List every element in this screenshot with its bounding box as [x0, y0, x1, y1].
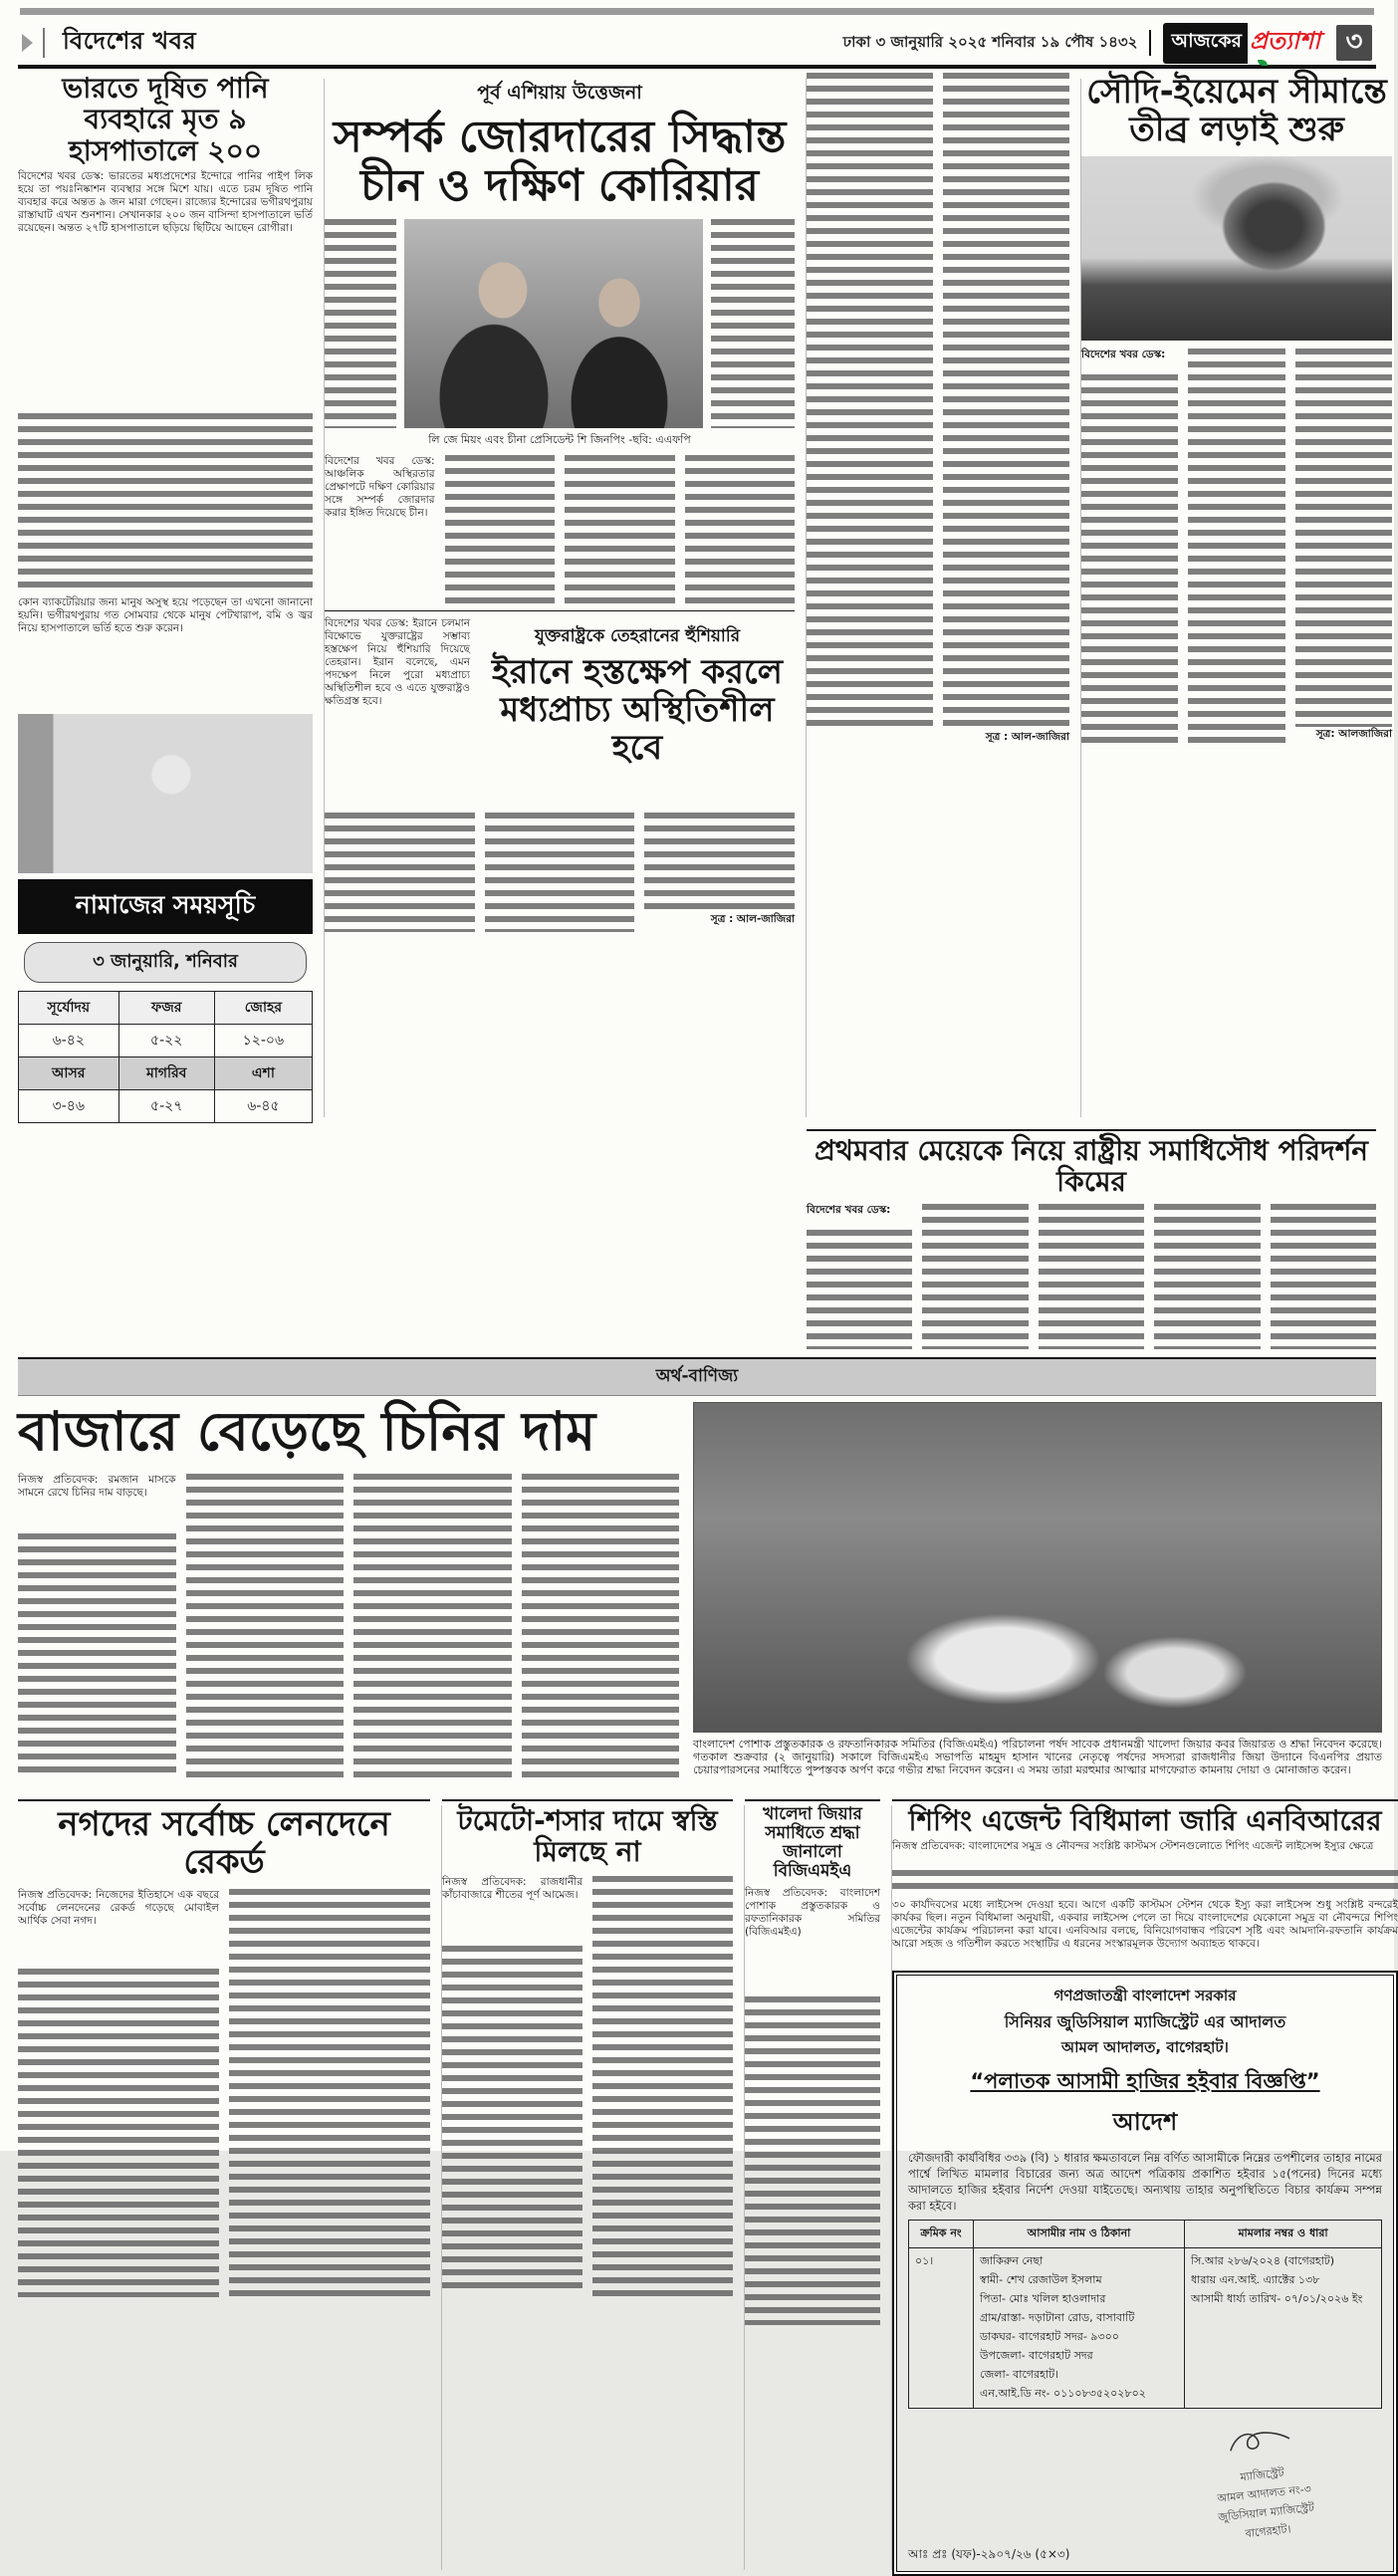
- section-divider: অর্থ-বাণিজ্য: [18, 1357, 1376, 1396]
- india-lead: বিদেশের খবর ডেস্ক: ভারতের মধ্যপ্রদেশের ইন্দোরে পানির পাইপ লিক হয়ে তা পয়ঃনিষ্কাশন ব্যবস্থার সঙ্গে মিশে যায়। এতে চরম দূষিত পানি ব্যবহার করে অন্তত ৯ জন মারা গেছেন। রাজ্যের ইন্দোরের ভগীরথপুরায় রাস্তাঘাট এখন শুনশান। সেখানকার ২০০ জন বাসিন্দা হাসপাতালে ভর্তি রয়েছেন। অন্তত ২৭টি হাসপাতালে ছড়িয়ে ছিটিয়ে আছেন রোগীরা।: [18, 170, 313, 235]
- saudi-headline: সৌদি-ইয়েমেন সীমান্তে তীব্র লড়াই শুরু: [1086, 72, 1387, 150]
- notice-order-heading: আদেশ: [1112, 2108, 1178, 2137]
- notice-body: ফৌজদারী কার্যবিধির ৩৩৯ (বি) ১ ধারার ক্ষমতাবলে নিম্ন বর্ণিত আসামীকে নিম্নের তপশীলের তাহার নামের পার্শ্বে লিখিত মামলার বিচারের জন্য অত্র আদেশ পত্রিকায় প্রকাশিত হইবার ১৫(পনের) দিনের মধ্যে আদালতে হাজির হইবার নির্দেশ দেওয়া যাইতেছে। অন্যথায় তাহার অনুপস্থিতিতে বিচার কার্যক্রম সম্পন্ন করা হইবে।: [908, 2151, 1382, 2214]
- notice-table-header: [909, 2221, 1382, 2248]
- china-cont-greek-2: [943, 73, 1069, 726]
- section-label: বিদেশের খবর: [63, 27, 197, 55]
- sugar-body-greek-3: [353, 1474, 512, 1780]
- prayer-cell: সূর্যোদয়: [19, 992, 119, 1025]
- sugar-body-greek-1: [18, 1533, 176, 1778]
- dateline: ঢাকা ৩ জানুয়ারি ২০২৫ শনিবার ১৯ পৌষ ১৪৩২: [842, 32, 1138, 51]
- article-saudi: [1081, 73, 1392, 1123]
- court-notice-box: [892, 1971, 1398, 2576]
- article-nagad: [18, 1799, 430, 2576]
- prayer-cell: ৩-৪৬: [19, 1090, 119, 1123]
- prayer-row-values-1: [19, 1025, 313, 1057]
- china-side-col-left: [325, 219, 396, 428]
- shipping-body-greek: [892, 1870, 1398, 1896]
- prayer-cell: ৬-৪২: [19, 1025, 119, 1057]
- tomato-body-greek-2: [592, 1876, 733, 2302]
- memorial-photo-block: [693, 1402, 1382, 1789]
- sugar-body-greek-4: [522, 1474, 680, 1780]
- nagad-headline: নগদের সর্বোচ্চ লেনদেনে রেকর্ড: [58, 1803, 390, 1882]
- article-iran: [325, 617, 795, 932]
- tomato-body-greek-1: [442, 1946, 582, 2294]
- leaders-photo: [404, 219, 703, 428]
- notice-row-name: জাকিরুন নেছা স্বামী- শেখ রেজাউল ইসলাম পিতা- মোঃ খলিল হাওলাদার গ্রাম/রাস্তা- দড়াটানা রোড, বাসাবাটি ডাকঘর- বাগেরহাট সদর- ৯৩০০ উপজেলা- বাগেরহাট সদর জেলা- বাগেরহাট। এন.আই.ডি নং- ০১১০৮৩৫২০২৮০২: [974, 2248, 1185, 2409]
- article-khaleda: [745, 1799, 880, 2576]
- sugar-headline: বাজারে বেড়েছে চিনির দাম: [18, 1399, 596, 1463]
- kim-dateline: বিদেশের খবর ডেস্ক:: [807, 1203, 891, 1216]
- prayer-cell: ৬-৪৫: [214, 1090, 312, 1123]
- nagad-body-greek-2: [229, 1889, 430, 2299]
- masthead-separator: [1149, 30, 1151, 56]
- china-body-greek-1: [445, 455, 556, 604]
- top-divider-bar: [20, 8, 1374, 15]
- iran-kicker: যুক্তরাষ্ট্রকে তেহরানের হুঁশিয়ারি: [534, 625, 741, 646]
- saudi-body-greek-2: [1188, 349, 1284, 747]
- china-body-greek-2: [565, 455, 675, 604]
- explosion-photo: [1081, 156, 1392, 341]
- foreign-news-section: [18, 69, 1392, 1123]
- iran-body-greek-1: [325, 813, 475, 932]
- notice-title: “পলাতক আসামী হাজির হইবার বিজ্ঞপ্তি”: [970, 2069, 1320, 2094]
- tomato-lead: নিজস্ব প্রতিবেদক: রাজধানীর কাঁচাবাজারে শীতের পূর্ণ আমেজ।: [442, 1875, 582, 1901]
- iran-body-greek-3: [644, 813, 795, 912]
- paper-name-red: প্রত্যাশা: [1246, 23, 1324, 63]
- article-china-korea: [325, 73, 795, 1123]
- tomato-headline: টমেটো-শসার দামে স্বস্তি মিলছে না: [457, 1803, 718, 1869]
- notice-col-serial: ক্রমিক নং: [909, 2221, 974, 2248]
- page-number: ৩: [1336, 25, 1372, 61]
- prayer-cell: এশা: [214, 1057, 312, 1090]
- masthead: [18, 21, 1376, 69]
- prayer-table: [18, 991, 313, 1123]
- china-continuation: [807, 73, 1069, 1123]
- notice-row-case: সি.আর ২৮৬/২০২৪ (বাগেরহাট) ধারায় এন.আই. এ্যাক্টের ১৩৮ আসামী ধার্য্য তারিখ- ০৭/০১/২০২৬ ইং: [1185, 2248, 1382, 2409]
- sugar-body-greek-2: [186, 1474, 345, 1780]
- kim-body-greek-1: [807, 1230, 912, 1349]
- nagad-lead: নিজস্ব প্রতিবেদক: নিজেদের ইতিহাসে এক বছরে সর্বোচ্চ লেনদেনের রেকর্ড গড়েছে মোবাইল আর্থিক সেবা নগদ।: [18, 1888, 219, 1927]
- article-tomato: [442, 1799, 733, 2576]
- saudi-body-greek-1: [1081, 374, 1178, 743]
- saudi-body-greek-3: [1295, 349, 1392, 727]
- prayer-banner: নামাজের সময়সূচি: [18, 879, 313, 934]
- china-body-greek-3: [685, 455, 796, 604]
- shipping-lead: নিজস্ব প্রতিবেদক: বাংলাদেশের সমুদ্র ও নৌবন্দর সংশ্লিষ্ট কাস্টমস স্টেশনগুলোতে শিপিং এজেন্ট লাইসেন্স ইস্যুর ক্ষেত্রে: [892, 1840, 1374, 1853]
- khaleda-body-greek: [745, 1996, 880, 2325]
- china-kicker: পূর্ব এশিয়ায় উত্তেজনা: [477, 82, 642, 104]
- economy-top-row: [18, 1399, 1382, 1789]
- prayer-cell: আসর: [19, 1057, 119, 1090]
- iran-divider-rule: [325, 610, 795, 611]
- khaleda-lead: নিজস্ব প্রতিবেদক: বাংলাদেশ পোশাক প্রস্তুতকারক ও রফতানিকারক সমিতির (বিজিএমইএ): [745, 1886, 880, 1938]
- economy-bottom-row: [18, 1799, 1398, 2576]
- prayer-date: ৩ জানুয়ারি, শনিবার: [24, 942, 307, 983]
- china-lead: বিদেশের খবর ডেস্ক: আঞ্চলিক অস্থিরতার প্রেক্ষাপটে দক্ষিণ কোরিয়ার সঙ্গে সম্পর্ক জোরদার করার ইঙ্গিত দিয়েছে চীন।: [325, 454, 435, 519]
- kim-body-greek-4: [1154, 1204, 1260, 1349]
- kim-body-greek-5: [1271, 1204, 1376, 1349]
- article-india: [18, 73, 313, 1123]
- mosque-photo: [18, 714, 313, 873]
- notice-gov-line-1: গণপ্রজাতন্ত্রী বাংলাদেশ সরকার: [1053, 1987, 1237, 2005]
- article-shipping: [892, 1799, 1398, 2576]
- memorial-photo: [693, 1402, 1382, 1733]
- sugar-lead: নিজস্ব প্রতিবেদক: রমজান মাসকে সামনে রেখে চিনির দাম বাড়ছে।: [18, 1474, 176, 1500]
- china-source: সূত্র : আল-জাজিরা: [985, 731, 1069, 743]
- saudi-dateline: বিদেশের খবর ডেস্ক:: [1081, 349, 1166, 361]
- article-kim: [807, 1129, 1376, 1349]
- prayer-cell: ১২-০৬: [214, 1025, 312, 1057]
- kim-body-greek-3: [1039, 1204, 1144, 1349]
- notice-col-case: মামলার নম্বর ও ধারা: [1185, 2221, 1382, 2248]
- china-cont-greek-1: [807, 73, 933, 726]
- prayer-row-labels-2: [19, 1057, 313, 1090]
- article-sugar: [18, 1399, 679, 1789]
- notice-table: [908, 2220, 1382, 2409]
- leaf-icon: [1258, 60, 1268, 66]
- khaleda-headline: খালেদা জিয়ার সমাধিতে শ্রদ্ধা জানালো বিজিএমইএ: [763, 1803, 862, 1881]
- notice-col-name: আসামীর নাম ও ঠিকানা: [974, 2221, 1185, 2248]
- notice-table-row: [909, 2248, 1382, 2409]
- memorial-caption: বাংলাদেশ পোশাক প্রস্তুতকারক ও রফতানিকারক সমিতির (বিজিএমইএ) পরিচালনা পর্ষদ সাবেক প্রধানমন্ত্রী খালেদা জিয়ার কবর জিয়ারত ও শ্রদ্ধা নিবেদন করেছে। গতকাল শুক্রবার (২ জানুয়ারি) সকালে বিজিএমইএ সভাপতি মাহমুদ হাসান খানের নেতৃত্বে পর্ষদের সদস্যরা রাজধানীর জিয়া উদ্যানে বিএনপির প্রয়াত চেয়ারপারসনের সমাধিতে পুষ্পস্তবক অর্পণ করে গভীর শ্রদ্ধা নিবেদন করেন। এ সময় তারা মরহুমার আত্মার মাগফেরাত কামনায় দোয়া ও মোনাজাত করেন।: [693, 1737, 1382, 1776]
- kim-headline: প্রথমবার মেয়েকে নিয়ে রাষ্ট্রীয় সমাধিসৌধ পরিদর্শন কিমের: [815, 1134, 1368, 1199]
- notice-gov-line-2: সিনিয়র জুডিসিয়াল ম্যাজিস্ট্রেট এর আদালত: [1004, 2012, 1286, 2032]
- prayer-row-values-2: [19, 1090, 313, 1123]
- prayer-cell: মাগরিব: [118, 1057, 214, 1090]
- iran-body-greek-2: [485, 813, 635, 932]
- india-tail: কোন ব্যাকটেরিয়ার জন্য মানুষ অসুস্থ হয়ে পড়েছেন তা এখনো জানানো হয়নি। ভগীরথপুরায় গত সোমবার থেকে মানুষ পেটখারাপ, বমি ও জ্বর নিয়ে হাসপাতালে ভর্তি হতে শুরু করেন।: [18, 596, 313, 635]
- china-side-col-right: [711, 219, 795, 428]
- signature-scribble-icon: [1223, 2425, 1294, 2458]
- india-headline: ভারতে দূষিত পানি ব্যবহারে মৃত ৯ হাসপাতালে ২০০: [62, 72, 269, 167]
- prayer-cell: ফজর: [118, 992, 214, 1025]
- prayer-cell: জোহর: [214, 992, 312, 1025]
- paper-name-black: আজকের: [1163, 23, 1248, 64]
- iran-headline: ইরানে হস্তক্ষেপ করলে মধ্যপ্রাচ্য অস্থিতিশীল হবে: [492, 651, 783, 768]
- paper-logo: [1163, 23, 1324, 64]
- kim-body-greek-2: [922, 1204, 1028, 1349]
- prayer-row-labels-1: [19, 992, 313, 1025]
- notice-ref-number: আঃ প্রঃ (যফ)-২৯০৭/২৬ (৫×৩): [908, 2547, 1070, 2562]
- saudi-source: সূত্র: আলজাজিরা: [1315, 728, 1392, 741]
- nagad-body-greek-1: [18, 1969, 219, 2297]
- prayer-cell: ৫-২২: [118, 1025, 214, 1057]
- notice-row-serial: ০১।: [909, 2248, 974, 2409]
- iran-lead: বিদেশের খবর ডেস্ক: ইরানে চলমান বিক্ষোভে যুক্তরাষ্ট্রের সম্ভাব্য হস্তক্ষেপ নিয়ে হুঁশিয়ারি দিয়েছে তেহরান। ইরান বলেছে, এমন পদক্ষেপ নিলে পুরো মধ্যপ্রাচ্য অস্থিতিশীল হবে ও এতে যুক্তরাষ্ট্রও ক্ষতিগ্রস্ত হবে।: [325, 616, 470, 707]
- china-headline: সম্পর্ক জোরদারের সিদ্ধান্ত চীন ও দক্ষিণ কোরিয়ার: [333, 112, 787, 212]
- prayer-cell: ৫-২৭: [118, 1090, 214, 1123]
- leaders-photo-caption: লি জে মিয়ং এবং চীনা প্রেসিডেন্ট শি জিনপিং -ছবি: এএফপি: [428, 432, 691, 446]
- india-body-greek: [18, 413, 313, 592]
- shipping-headline: শিপিং এজেন্ট বিধিমালা জারি এনবিআরের: [908, 1803, 1382, 1837]
- notice-gov-line-3: আমল আদালত, বাগেরহাট।: [1061, 2038, 1229, 2057]
- section-marker-icon: [22, 28, 53, 58]
- shipping-tail: ৩০ কার্যদিবসের মধ্যে লাইসেন্স দেওয়া হবে। আগে একটি কাস্টমস স্টেশন থেকে ইস্যু করা লাইসেন্স শুধু সংশ্লিষ্ট বন্দরেই কার্যকর ছিল। নতুন বিধিমালা অনুযায়ী, একবার লাইসেন্স পেলে তা দিয়ে বাংলাদেশের যেকোনো সমুদ্র বা নৌবন্দরে শিপিং এজেন্টের কার্যক্রম পরিচালনা করা যাবে। এনবিআর বলছে, বিনিয়োগবান্ধব পরিবেশ সৃষ্টি এবং আমদানি-রফতানি কার্যক্রম আরো সহজ ও গতিশীল করতে সংস্থাটির এ ধরনের সংস্কারমূলক উদ্যোগ অব্যাহত থাকবে।: [892, 1899, 1398, 1951]
- magistrate-signature: ম্যাজিস্ট্রেট আমল আদালত নং-৩ জুডিসিয়াল ম্যাজিস্ট্রেট বাগেরহাট।: [1167, 2406, 1358, 2551]
- iran-source: সূত্র : আল-জাজিরা: [710, 912, 796, 925]
